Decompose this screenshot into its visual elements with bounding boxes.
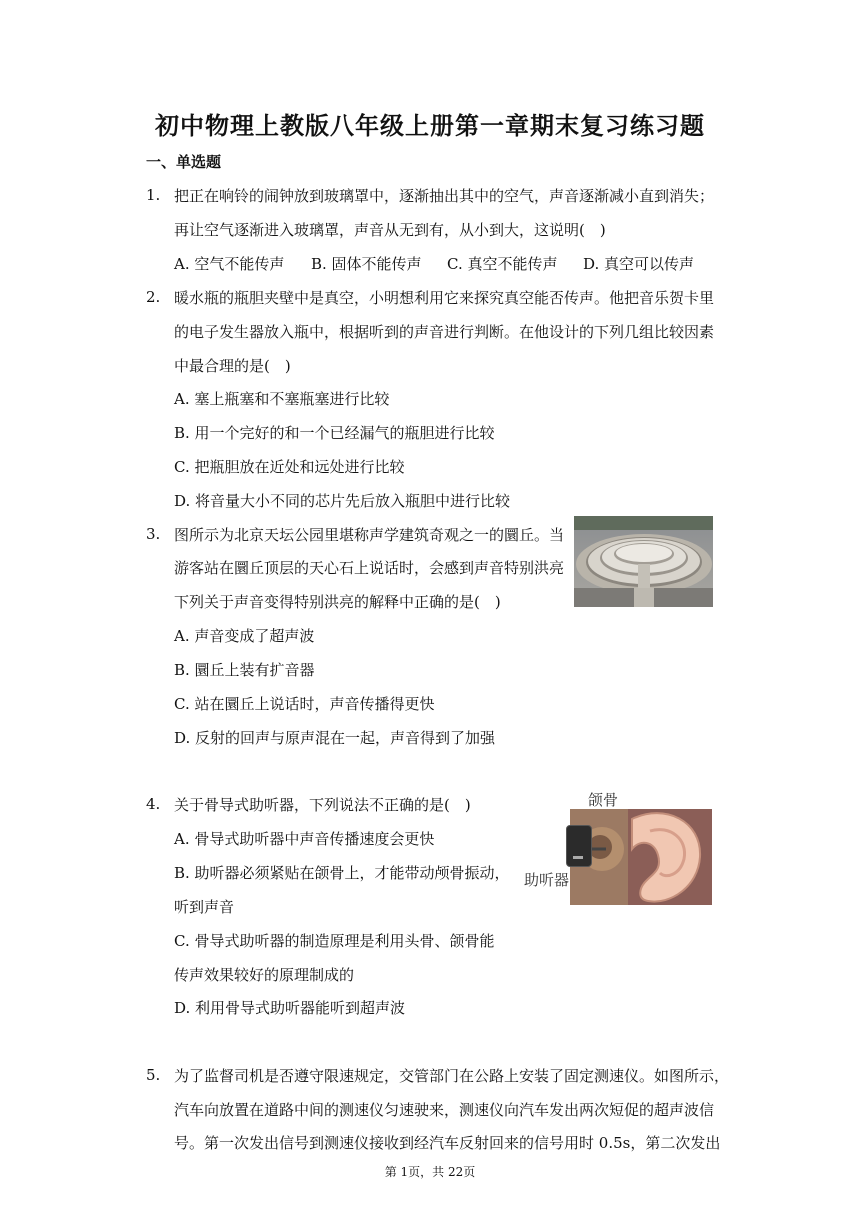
option-c: C. 骨导式助听器的制造原理是利用头骨、颌骨能: [174, 932, 495, 950]
question-text-line: 图所示为北京天坛公园里堪称声学建筑奇观之一的圜丘。当: [174, 526, 565, 544]
question-text-line: 汽车向放置在道路中间的测速仪匀速驶来，测速仪向汽车发出两次短促的超声波信: [174, 1101, 715, 1119]
option-d: D. 利用骨导式助听器能听到超声波: [174, 999, 406, 1017]
option-a: A. 塞上瓶塞和不塞瓶塞进行比较: [174, 390, 390, 408]
question-text-line: 的电子发生器放入瓶中，根据听到的声音进行判断。在他设计的下列几组比较因素: [174, 323, 715, 341]
question-text-line: 为了监督司机是否遵守限速规定，交管部门在公路上安装了固定测速仪。如图所示，: [174, 1067, 730, 1085]
question-text-line: 关于骨导式助听器，下列说法不正确的是( ): [174, 796, 471, 814]
question-text-line: 再让空气逐渐进入玻璃罩，声音从无到有，从小到大，这说明( ): [174, 221, 606, 239]
option-a: A. 空气不能传声: [174, 255, 285, 273]
question-text-line: 把正在响铃的闹钟放到玻璃罩中，逐渐抽出其中的空气，声音逐渐减小直到消失；: [174, 187, 715, 205]
hearing-aid-device: [566, 825, 592, 867]
question-number: 1.: [146, 186, 161, 204]
option-c: C. 真空不能传声: [447, 255, 558, 273]
option-a: A. 骨导式助听器中声音传播速度会更快: [174, 830, 435, 848]
option-b: B. 助听器必须紧贴在颌骨上，才能带动颅骨振动，: [174, 864, 510, 882]
question-text-line: 暖水瓶的瓶胆夹壁中是真空，小明想利用它来探究真空能否传声。他把音乐贺卡里: [174, 289, 715, 307]
page-footer: 第 1页，共 22页: [384, 1165, 476, 1179]
question-number: 4.: [146, 795, 161, 813]
question-number: 5.: [146, 1066, 161, 1084]
figure-label-jawbone: 颌骨: [588, 791, 619, 809]
question-text-line: 下列关于声音变得特别洪亮的解释中正确的是( ): [174, 593, 501, 611]
circular-mound-photo: [574, 516, 713, 607]
option-c: C. 把瓶胆放在近处和远处进行比较: [174, 458, 405, 476]
question-text-line: 游客站在圜丘顶层的天心石上说话时，会感到声音特别洪亮: [174, 559, 565, 577]
option-d: D. 反射的回声与原声混在一起，声音得到了加强: [174, 729, 496, 747]
question-text-line: 中最合理的是( ): [174, 357, 291, 375]
question-text-line: 号。第一次发出信号到测速仪接收到经汽车反射回来的信号用时 0.5s，第二次发出: [174, 1134, 721, 1152]
section-heading: 一、单选题: [146, 153, 222, 171]
option-a: A. 声音变成了超声波: [174, 627, 315, 645]
figure-label-hearing-aid: 助听器: [524, 871, 570, 889]
hearing-aid-figure: [522, 787, 714, 907]
question-number: 2.: [146, 288, 161, 306]
option-b: B. 固体不能传声: [311, 255, 422, 273]
question-number: 3.: [146, 525, 161, 543]
option-d: D. 将音量大小不同的芯片先后放入瓶胆中进行比较: [174, 492, 511, 510]
option-b: B. 用一个完好的和一个已经漏气的瓶胆进行比较: [174, 424, 495, 442]
option-d: D. 真空可以传声: [583, 255, 695, 273]
option-c-continued: 传声效果较好的原理制成的: [174, 966, 355, 984]
option-b-continued: 听到声音: [174, 898, 235, 916]
document-title: 初中物理上教版八年级上册第一章期末复习练习题: [155, 111, 705, 140]
option-b: B. 圜丘上装有扩音器: [174, 661, 315, 679]
option-c: C. 站在圜丘上说话时，声音传播得更快: [174, 695, 435, 713]
